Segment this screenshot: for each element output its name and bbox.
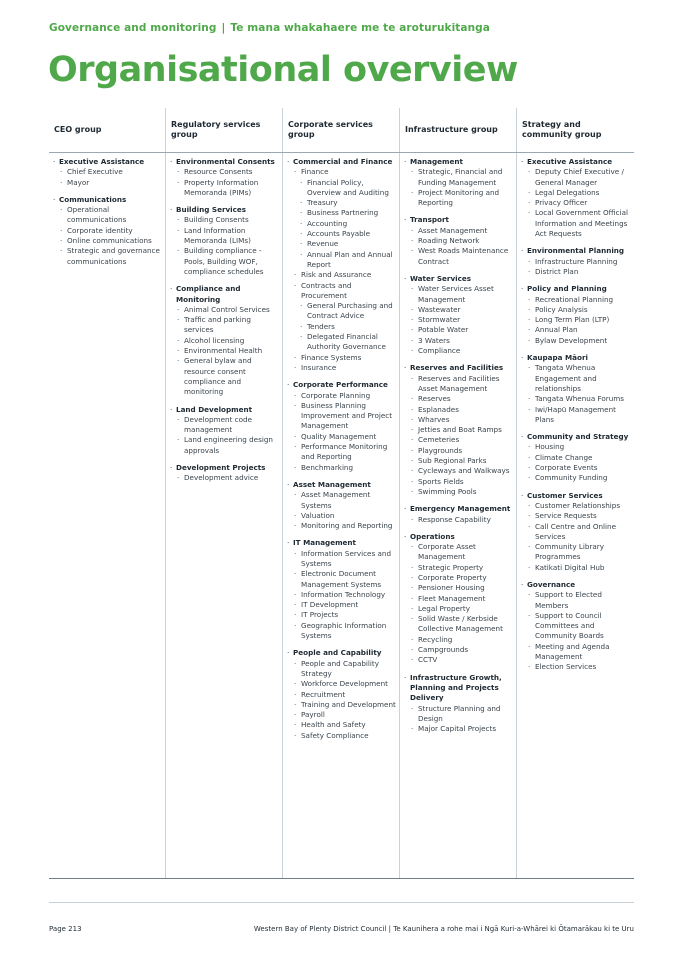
function-item: · Performance Monitoring and Reporting [285, 442, 399, 463]
unit-group [285, 157, 399, 373]
unit-group [519, 432, 633, 483]
unit-heading: · Transport [402, 215, 516, 225]
function-item: · Health and Safety [285, 720, 399, 730]
function-item: · Iwi/Hapū Management Plans [519, 405, 633, 426]
unit-group [168, 405, 282, 456]
unit-group [285, 648, 399, 741]
unit-heading: · IT Management [285, 538, 399, 548]
unit-group [168, 157, 282, 198]
function-item: · Jetties and Boat Ramps [402, 425, 516, 435]
unit-function-list [402, 284, 516, 356]
unit-function-list [402, 704, 516, 735]
function-item: · Call Centre and Online Services [519, 522, 633, 543]
function-item: · Benchmarking [285, 463, 399, 473]
org-chart-table [49, 108, 634, 879]
unit-heading: · Environmental Consents [168, 157, 282, 167]
function-item: · Housing [519, 442, 633, 452]
function-item: · Delegated Financial Authority Governance [285, 332, 399, 353]
unit-function-list [168, 305, 282, 398]
unit-heading: · Kaupapa Māori [519, 353, 633, 363]
unit-function-list [519, 167, 633, 239]
function-item: · Treasury [285, 198, 399, 208]
unit-heading: · Building Services [168, 205, 282, 215]
function-item: · Katikati Digital Hub [519, 563, 633, 573]
unit-heading: · Executive Assistance [51, 157, 165, 167]
unit-heading: · Operations [402, 532, 516, 542]
function-item: · Strategic and governance communications [51, 246, 165, 267]
function-item: · West Roads Maintenance Contract [402, 246, 516, 267]
page-number: Page 213 [49, 925, 82, 933]
function-item: · Finance [285, 167, 399, 177]
unit-group [168, 284, 282, 397]
group-column [283, 108, 399, 878]
function-item: · Service Requests [519, 511, 633, 521]
function-item: · Corporate Events [519, 463, 633, 473]
function-item: · Response Capability [402, 515, 516, 525]
function-item: · Strategic Property [402, 563, 516, 573]
column-body [400, 152, 516, 734]
page-title: Organisational overview [48, 50, 518, 90]
column-header: Regulatory services group [171, 120, 261, 139]
function-item: · Insurance [285, 363, 399, 373]
function-item: · IT Projects [285, 610, 399, 620]
unit-function-list [402, 226, 516, 267]
unit-heading: · Compliance and Monitoring [168, 284, 282, 305]
table-bottom-rule [49, 878, 634, 879]
footer-council-name: Western Bay of Plenty District Council | Te Kaunihera a rohe mai i Ngā Kuri-a-Whārei ki Ōtamarākau ki te Uru [253, 925, 634, 933]
function-item: · IT Development [285, 600, 399, 610]
column-body [283, 152, 399, 741]
function-item: · Annual Plan [519, 325, 633, 335]
unit-function-list [402, 542, 516, 666]
function-item: · Building Consents [168, 215, 282, 225]
function-item: · Sub Regional Parks [402, 456, 516, 466]
unit-heading: · Community and Strategy [519, 432, 633, 442]
function-item: · Payroll [285, 710, 399, 720]
function-item: · Accounting [285, 219, 399, 229]
unit-group [519, 284, 633, 346]
footer-rule [49, 902, 634, 903]
function-item: · Chief Executive [51, 167, 165, 177]
unit-function-list [285, 391, 399, 473]
function-item: · Business Planning Improvement and Project Management [285, 401, 399, 432]
unit-group [519, 353, 633, 425]
unit-heading: · Management [402, 157, 516, 167]
unit-function-list [168, 473, 282, 483]
function-item: · Valuation [285, 511, 399, 521]
unit-group [168, 205, 282, 277]
function-item: · Mayor [51, 178, 165, 188]
function-item: · Revenue [285, 239, 399, 249]
function-item: · Asset Management [402, 226, 516, 236]
function-item: · Support to Elected Members [519, 590, 633, 611]
unit-function-list [402, 167, 516, 208]
function-item: · Major Capital Projects [402, 724, 516, 734]
function-item: · Legal Property [402, 604, 516, 614]
function-item: · Geographic Information Systems [285, 621, 399, 642]
function-item: · Tangata Whenua Engagement and relationships [519, 363, 633, 394]
function-item: · Customer Relationships [519, 501, 633, 511]
function-item: · Potable Water [402, 325, 516, 335]
column-header: Strategy and community group [522, 120, 602, 139]
function-item: · Wharves [402, 415, 516, 425]
function-item: · Project Monitoring and Reporting [402, 188, 516, 209]
function-item: · Long Term Plan (LTP) [519, 315, 633, 325]
function-item: · Annual Plan and Annual Report [285, 250, 399, 271]
unit-function-list [285, 659, 399, 741]
group-column [49, 108, 165, 878]
function-item: · Privacy Officer [519, 198, 633, 208]
function-item: · Finance Systems [285, 353, 399, 363]
function-item: · Business Partnering [285, 208, 399, 218]
function-item: · Monitoring and Reporting [285, 521, 399, 531]
unit-group [51, 157, 165, 188]
unit-group [402, 504, 516, 525]
function-item: · Information Services and Systems [285, 549, 399, 570]
function-item: · Reserves and Facilities Asset Management [402, 374, 516, 395]
unit-group [285, 538, 399, 641]
function-item: · Corporate identity [51, 226, 165, 236]
function-item: · Structure Planning and Design [402, 704, 516, 725]
function-item: · Tangata Whenua Forums [519, 394, 633, 404]
unit-group [519, 157, 633, 239]
unit-heading: · Environmental Planning [519, 246, 633, 256]
function-item: · Corporate Asset Management [402, 542, 516, 563]
unit-group [285, 480, 399, 531]
unit-group [519, 580, 633, 673]
unit-function-list [285, 167, 399, 373]
function-item: · 3 Waters [402, 336, 516, 346]
unit-function-list [402, 515, 516, 525]
function-item: · Resource Consents [168, 167, 282, 177]
section-breadcrumb [49, 22, 490, 34]
column-body [166, 152, 282, 484]
function-item: · Climate Change [519, 453, 633, 463]
unit-function-list [51, 205, 165, 267]
function-item: · Fleet Management [402, 594, 516, 604]
unit-function-list [519, 442, 633, 483]
function-item: · Community Library Programmes [519, 542, 633, 563]
unit-function-list [285, 549, 399, 642]
function-item: · Development advice [168, 473, 282, 483]
unit-heading: · Infrastructure Growth, Planning and Projects Delivery [402, 673, 516, 704]
function-item: · Campgrounds [402, 645, 516, 655]
unit-group [402, 673, 516, 735]
function-item: · General Purchasing and Contract Advice [285, 301, 399, 322]
function-item: · Solid Waste / Kerbside Collective Management [402, 614, 516, 635]
unit-function-list [402, 374, 516, 498]
unit-heading: · Policy and Planning [519, 284, 633, 294]
column-body [517, 152, 633, 673]
unit-function-list [519, 590, 633, 672]
function-item: · Traffic and parking services [168, 315, 282, 336]
unit-heading: · Corporate Performance [285, 380, 399, 390]
unit-function-list [519, 257, 633, 278]
function-item: · Land Information Memoranda (LIMs) [168, 226, 282, 247]
function-item: · Land engineering design approvals [168, 435, 282, 456]
unit-function-list [285, 490, 399, 531]
function-item: · Workforce Development [285, 679, 399, 689]
function-item: · CCTV [402, 655, 516, 665]
function-item: · Corporate Property [402, 573, 516, 583]
function-item: · Property Information Memoranda (PIMs) [168, 178, 282, 199]
group-column [517, 108, 633, 878]
function-item: · Asset Management Systems [285, 490, 399, 511]
function-item: · Swimming Pools [402, 487, 516, 497]
section-name-maori: Te mana whakahaere me te aroturukitanga [230, 22, 490, 34]
function-item: · Recruitment [285, 690, 399, 700]
function-item: · Water Services Asset Management [402, 284, 516, 305]
unit-function-list [519, 363, 633, 425]
unit-group [402, 363, 516, 497]
function-item: · Compliance [402, 346, 516, 356]
function-item: · Contracts and Procurement [285, 281, 399, 302]
unit-function-list [168, 215, 282, 277]
function-item: · Safety Compliance [285, 731, 399, 741]
unit-group [402, 274, 516, 356]
function-item: · Roading Network [402, 236, 516, 246]
function-item: · Corporate Planning [285, 391, 399, 401]
function-item: · Community Funding [519, 473, 633, 483]
function-item: · Recreational Planning [519, 295, 633, 305]
function-item: · Risk and Assurance [285, 270, 399, 280]
unit-function-list [168, 415, 282, 456]
unit-heading: · Commercial and Finance [285, 157, 399, 167]
column-body [49, 152, 165, 267]
function-item: · Environmental Health [168, 346, 282, 356]
function-item: · Cycleways and Walkways [402, 466, 516, 476]
function-item: · Recycling [402, 635, 516, 645]
column-header: CEO group [54, 125, 102, 134]
group-column [400, 108, 516, 878]
unit-heading: · Water Services [402, 274, 516, 284]
unit-heading: · Customer Services [519, 491, 633, 501]
function-item: · Reserves [402, 394, 516, 404]
unit-heading: · Executive Assistance [519, 157, 633, 167]
function-item: · People and Capability Strategy [285, 659, 399, 680]
function-item: · Wastewater [402, 305, 516, 315]
function-item: · Tenders [285, 322, 399, 332]
unit-heading: · People and Capability [285, 648, 399, 658]
function-item: · Legal Delegations [519, 188, 633, 198]
unit-group [519, 246, 633, 277]
unit-group [285, 380, 399, 473]
column-header: Corporate services group [288, 120, 373, 139]
function-item: · Electronic Document Management Systems [285, 569, 399, 590]
function-item: · Infrastructure Planning [519, 257, 633, 267]
function-item: · Esplanades [402, 405, 516, 415]
function-item: · Local Government Official Information and Meetings Act Requests [519, 208, 633, 239]
function-item: · Operational communications [51, 205, 165, 226]
function-item: · Alcohol licensing [168, 336, 282, 346]
function-item: · Financial Policy, Overview and Auditing [285, 178, 399, 199]
unit-heading: · Emergency Management [402, 504, 516, 514]
function-item: · Policy Analysis [519, 305, 633, 315]
function-item: · General bylaw and resource consent compliance and monitoring [168, 356, 282, 397]
function-item: · Information Technology [285, 590, 399, 600]
unit-heading: · Governance [519, 580, 633, 590]
function-item: · Stormwater [402, 315, 516, 325]
function-item: · Strategic, Financial and Funding Management [402, 167, 516, 188]
function-item: · Development code management [168, 415, 282, 436]
unit-function-list [519, 295, 633, 346]
function-item: · Cemeteries [402, 435, 516, 445]
function-item: · Sports Fields [402, 477, 516, 487]
unit-group [519, 491, 633, 573]
unit-heading: · Asset Management [285, 480, 399, 490]
column-header: Infrastructure group [405, 125, 498, 134]
function-item: · Meeting and Agenda Management [519, 642, 633, 663]
function-item: · Quality Management [285, 432, 399, 442]
unit-heading: · Communications [51, 195, 165, 205]
unit-group [402, 215, 516, 266]
unit-heading: · Land Development [168, 405, 282, 415]
unit-group [402, 532, 516, 666]
function-item: · Accounts Payable [285, 229, 399, 239]
unit-function-list [519, 501, 633, 573]
function-item: · Pensioner Housing [402, 583, 516, 593]
function-item: · Training and Development [285, 700, 399, 710]
function-item: · Deputy Chief Executive / General Manager [519, 167, 633, 188]
function-item: · Bylaw Development [519, 336, 633, 346]
unit-group [51, 195, 165, 267]
group-column [166, 108, 282, 878]
unit-heading: · Reserves and Facilities [402, 363, 516, 373]
section-name-english: Governance and monitoring [49, 22, 217, 34]
function-item: · Playgrounds [402, 446, 516, 456]
function-item: · Online communications [51, 236, 165, 246]
unit-group [168, 463, 282, 484]
unit-heading: · Development Projects [168, 463, 282, 473]
function-item: · Building compliance -Pools, Building WOF, compliance schedules [168, 246, 282, 277]
unit-function-list [168, 167, 282, 198]
section-separator: | [221, 22, 226, 34]
function-item: · Election Services [519, 662, 633, 672]
function-item: · District Plan [519, 267, 633, 277]
function-item: · Animal Control Services [168, 305, 282, 315]
unit-function-list [51, 167, 165, 188]
unit-group [402, 157, 516, 208]
function-item: · Support to Council Committees and Community Boards [519, 611, 633, 642]
